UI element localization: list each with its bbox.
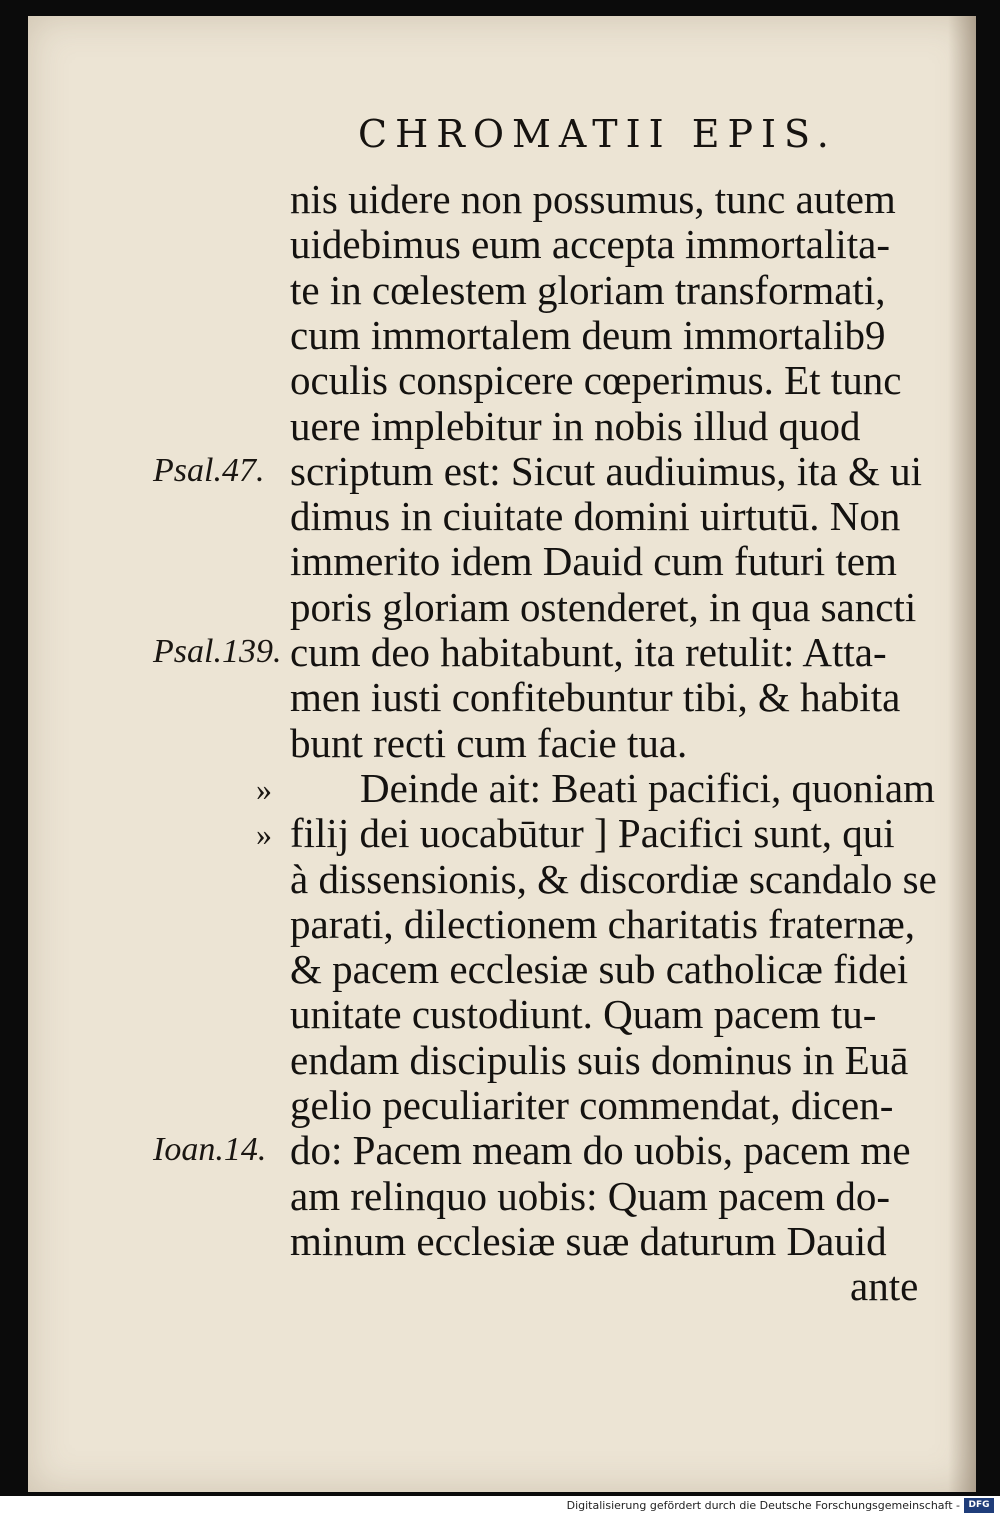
- margin-reference: Psal.47.: [153, 451, 265, 489]
- book-page: [28, 16, 976, 1492]
- text-line: immerito idem Dauid cum futuri tem: [290, 538, 897, 585]
- quotation-mark: »: [256, 770, 272, 807]
- text-line: uidebimus eum accepta immortalita-: [290, 221, 890, 268]
- digitization-footer: [0, 1496, 1000, 1516]
- text-line: cum immortalem deum immortalib9: [290, 311, 886, 358]
- text-line: do: Pacem meam do uobis, pacem me: [290, 1127, 911, 1174]
- text-line: men iusti confitebuntur tibi, & habita: [290, 674, 901, 721]
- running-title: CHROMATII EPIS.: [358, 112, 837, 156]
- text-line: Deinde ait: Beati pacifici, quoniam: [360, 764, 935, 811]
- text-line: gelio peculiariter commendat, dicen-: [290, 1082, 894, 1128]
- quotation-mark: »: [256, 816, 272, 853]
- text-line: oculis conspicere cœperimus. Et tunc: [290, 357, 902, 404]
- text-line: dimus in ciuitate domini uirtutū. Non: [290, 493, 901, 540]
- dfg-logo: DFG: [964, 1498, 994, 1513]
- text-line: am relinquo uobis: Quam pacem do-: [290, 1172, 891, 1219]
- text-line: minum ecclesiæ suæ daturum Dauid: [290, 1217, 887, 1264]
- margin-reference: Ioan.14.: [153, 1131, 267, 1169]
- text-line: uere implebitur in nobis illud quod: [290, 402, 861, 449]
- text-line: poris gloriam ostenderet, in qua sancti: [290, 583, 917, 630]
- text-line: ante: [850, 1263, 919, 1310]
- text-line: bunt recti cum facie tua.: [290, 719, 688, 766]
- margin-reference: Psal.139.: [153, 633, 282, 670]
- text-line: parati, dilectionem charitatis fraternæ,: [290, 900, 915, 947]
- text-line: à dissensionis, & discordiæ scandalo se: [290, 855, 937, 902]
- text-line: nis uidere non possumus, tunc autem: [290, 176, 896, 222]
- text-line: & pacem ecclesiæ sub catholicæ fidei: [290, 946, 909, 993]
- text-line: unitate custodiunt. Quam pacem tu-: [290, 991, 877, 1038]
- text-line: scriptum est: Sicut audiuimus, ita & ui: [290, 447, 923, 494]
- text-line: endam discipulis suis dominus in Euā: [290, 1036, 909, 1083]
- text-line: te in cœlestem gloriam transformati,: [290, 266, 886, 313]
- footer-text: Digitalisierung gefördert durch die Deutsche Forschungsgemeinschaft -: [566, 1499, 960, 1512]
- text-line: filij dei uocabūtur ] Pacifici sunt, qui: [290, 810, 895, 857]
- text-line: cum deo habitabunt, ita retulit: Atta-: [290, 629, 887, 675]
